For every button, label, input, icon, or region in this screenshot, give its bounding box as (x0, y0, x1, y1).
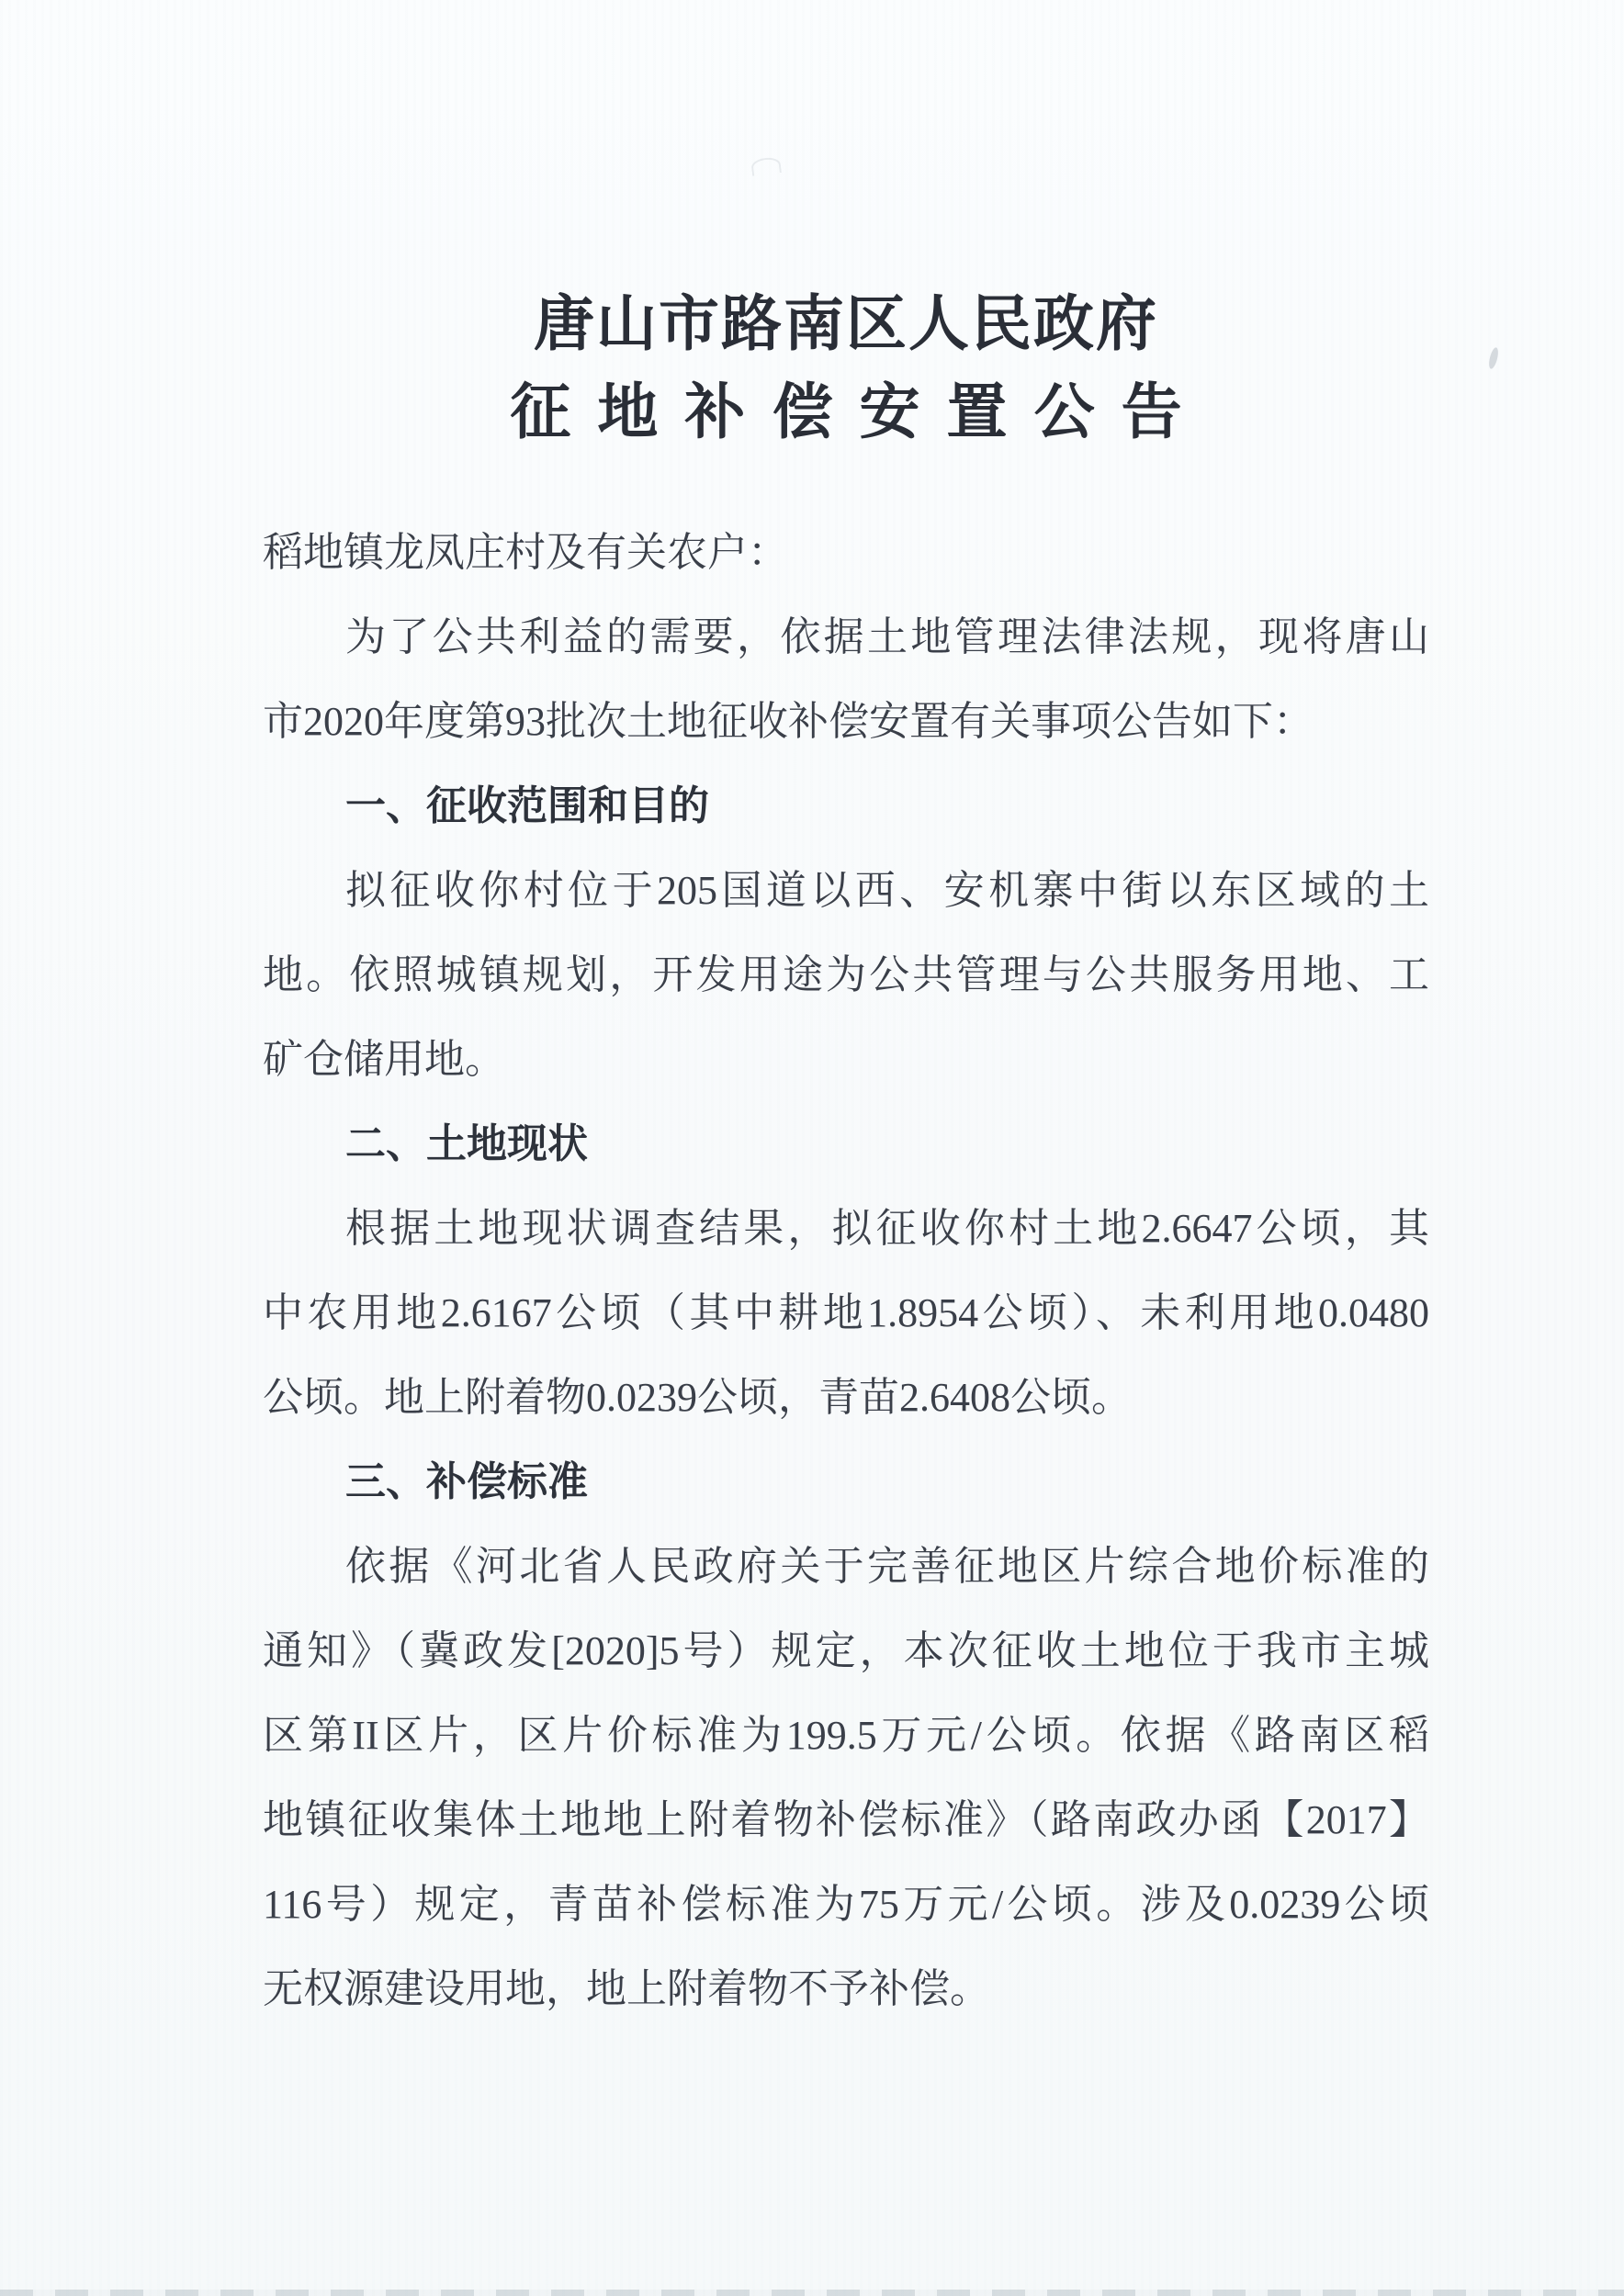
body-line: 依据《河北省人民政府关于完善征地区片综合地价标准的 (345, 1544, 1429, 1589)
salutation-line: 稻地镇龙凤庄村及有关农户： (263, 530, 788, 575)
body-line: 为了公共利益的需要，依据土地管理法律法规，现将唐山 (345, 614, 1429, 659)
body-line: 中农用地2.6167公顷（其中耕地1.8954公顷）、未利用地0.0480 (263, 1290, 1429, 1335)
scan-artifact (750, 156, 782, 176)
section-heading: 二、土地现状 (345, 1121, 588, 1166)
section-heading: 三、补偿标准 (345, 1459, 588, 1504)
body-line: 市2020年度第93批次土地征收补偿安置有关事项公告如下： (263, 699, 1314, 744)
document-title (263, 287, 1429, 452)
body-line: 116号）规定，青苗补偿标准为75万元/公顷。涉及0.0239公顷 (263, 1882, 1429, 1927)
section-heading: 一、征收范围和目的 (345, 783, 709, 828)
title-line-1: 唐山市路南区人民政府 (534, 291, 1158, 358)
body-line: 公顷。地上附着物0.0239公顷，青苗2.6408公顷。 (263, 1375, 1132, 1420)
body-line: 通知》（冀政发[2020]5号）规定，本次征收土地位于我市主城 (263, 1628, 1429, 1673)
title-line-2: 征地补偿安置公告 (510, 379, 1209, 446)
body-line: 矿仓储用地。 (263, 1037, 505, 1082)
body-line: 地镇征收集体土地地上附着物补偿标准》（路南政办函【2017】 (263, 1797, 1429, 1842)
body-line: 无权源建设用地，地上附着物不予补偿。 (263, 1966, 990, 2011)
body-line: 地。依照城镇规划，开发用途为公共管理与公共服务用地、工 (263, 952, 1429, 997)
body-line: 根据土地现状调查结果，拟征收你村土地2.6647公顷，其 (345, 1206, 1429, 1251)
scan-edge (0, 2290, 1624, 2296)
scan-artifact (1487, 346, 1500, 369)
body-line: 拟征收你村位于205国道以西、安机寨中街以东区域的土 (345, 868, 1429, 913)
body-line: 区第II区片，区片价标准为199.5万元/公顷。依据《路南区稻 (263, 1713, 1429, 1758)
document-body (263, 511, 1429, 2032)
